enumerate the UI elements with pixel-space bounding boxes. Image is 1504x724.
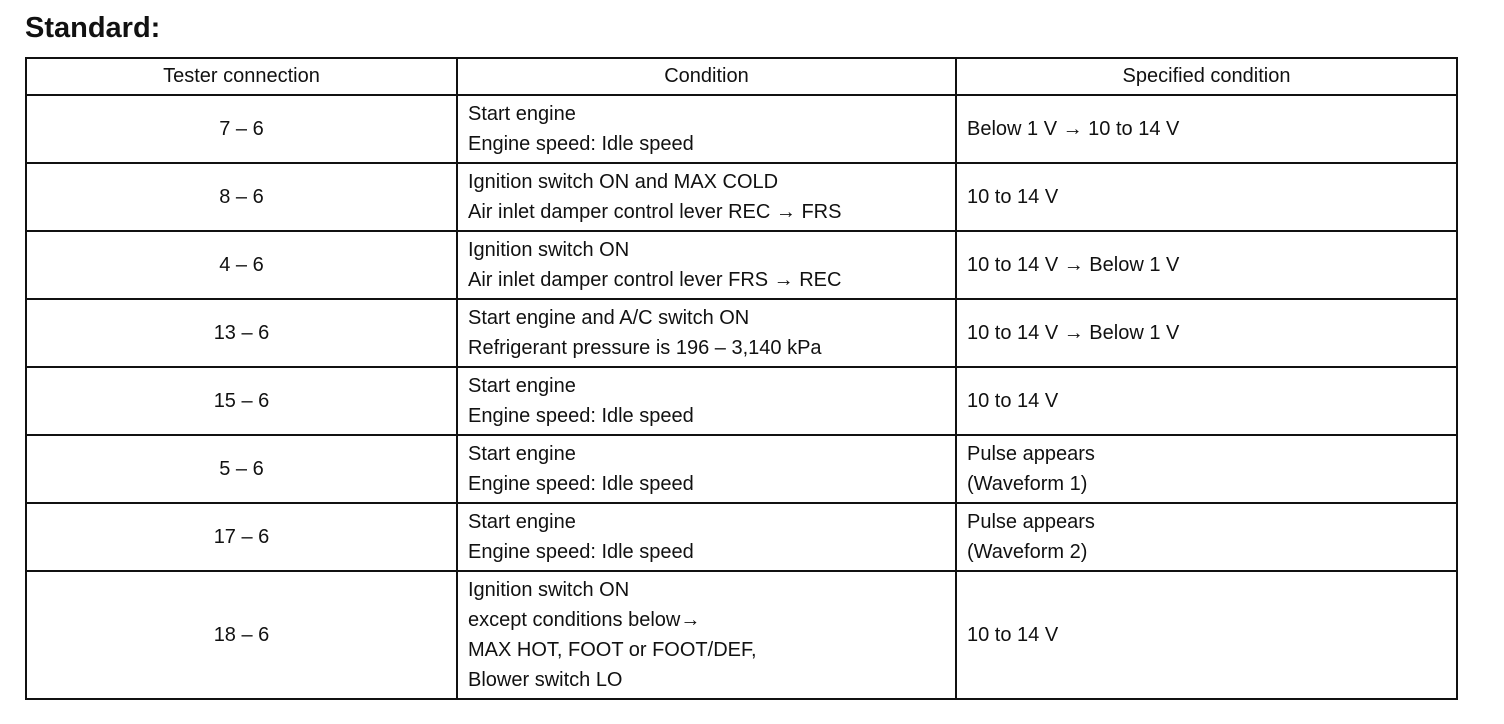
table-row [26,571,1457,699]
specified-line: 10 to 14 V [967,624,1059,646]
table-row [26,367,1457,435]
condition-cell [457,503,956,571]
specified-condition-cell [956,299,1457,367]
table-row [26,503,1457,571]
specified-line: 10 to 14 V → Below 1 V [967,254,1180,276]
specified-condition-cell [956,367,1457,435]
condition-line: Engine speed: Idle speed [468,405,694,427]
specified-line: Below 1 V → 10 to 14 V [967,118,1180,140]
condition-line: Air inlet damper control lever FRS → REC [468,269,842,291]
tester-connection-cell: 8 – 6 [26,163,457,231]
specified-line: (Waveform 1) [967,473,1088,495]
table-row [26,163,1457,231]
specified-line: 10 to 14 V [967,390,1059,412]
table-header-row [26,58,1457,95]
table-row [26,435,1457,503]
specified-line: (Waveform 2) [967,541,1088,563]
specified-condition-cell [956,231,1457,299]
condition-line: Engine speed: Idle speed [468,133,694,155]
condition-line: except conditions below→ [468,609,701,631]
tester-connection-cell: 5 – 6 [26,435,457,503]
condition-cell [457,95,956,163]
condition-cell [457,571,956,699]
condition-line: Engine speed: Idle speed [468,541,694,563]
specified-line: Pulse appears [967,443,1095,465]
condition-cell [457,231,956,299]
condition-cell [457,435,956,503]
specified-line: 10 to 14 V [967,186,1059,208]
tester-connection-cell: 15 – 6 [26,367,457,435]
condition-line: Engine speed: Idle speed [468,473,694,495]
tester-connection-cell: 17 – 6 [26,503,457,571]
condition-line: Start engine [468,375,576,397]
condition-line: Ignition switch ON [468,239,630,261]
page-title: Standard: [25,12,161,44]
condition-line: Refrigerant pressure is 196 – 3,140 kPa [468,337,822,359]
condition-line: Air inlet damper control lever REC → FRS [468,201,842,223]
header-specified-condition: Specified condition [956,58,1457,95]
specified-condition-cell [956,571,1457,699]
condition-cell [457,367,956,435]
condition-line: Start engine and A/C switch ON [468,307,750,329]
tester-connection-cell: 7 – 6 [26,95,457,163]
specified-condition-cell [956,163,1457,231]
table-row [26,95,1457,163]
header-condition: Condition [457,58,956,95]
condition-line: MAX HOT, FOOT or FOOT/DEF, [468,639,757,661]
specified-line: Pulse appears [967,511,1095,533]
specified-condition-cell [956,503,1457,571]
specified-line: 10 to 14 V → Below 1 V [967,322,1180,344]
tester-connection-cell: 4 – 6 [26,231,457,299]
specified-condition-cell [956,435,1457,503]
condition-line: Ignition switch ON [468,579,630,601]
condition-line: Blower switch LO [468,669,623,691]
table-row [26,231,1457,299]
condition-cell [457,299,956,367]
table-row [26,299,1457,367]
tester-connection-cell: 18 – 6 [26,571,457,699]
condition-line: Start engine [468,443,576,465]
standard-spec-table [25,57,1458,700]
condition-line: Start engine [468,103,576,125]
condition-line: Ignition switch ON and MAX COLD [468,171,779,193]
header-tester-connection: Tester connection [26,58,457,95]
specified-condition-cell [956,95,1457,163]
condition-line: Start engine [468,511,576,533]
condition-cell [457,163,956,231]
tester-connection-cell: 13 – 6 [26,299,457,367]
